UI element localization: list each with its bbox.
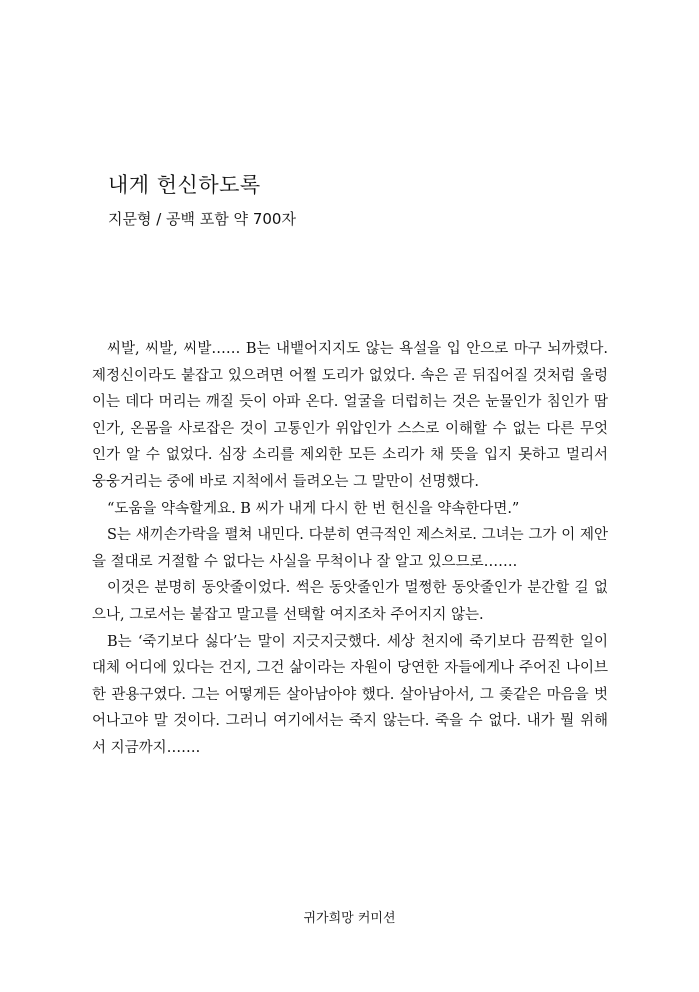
paragraph: S는 새끼손가락을 펼쳐 내민다. 다분히 연극적인 제스처로. 그녀는 그가 이 제안을 절대로 거절할 수 없다는 사실을 무척이나 잘 알고 있으므로…….: [92, 527, 608, 570]
paragraph: “도움을 약속할게요. B 씨가 내게 다시 한 번 헌신을 약속한다면.”: [107, 500, 520, 517]
page-footer: 귀가희망 커미션: [303, 911, 396, 926]
body-text: [92, 336, 608, 762]
paragraph: 씨발, 씨발, 씨발…… B는 내뱉어지지도 않는 욕설을 입 안으로 마구 뇌까렸다. 제정신이라도 붙잡고 있으려면 어쩔 도리가 없었다. 속은 곧 뒤집어질 것처럼 울렁이는 데다 머리는 깨질 듯이 아파 온다. 얼굴을 더럽히는 것은 눈물인가 침인가 땀인가, 온몸을 사로잡은 것이 고통인가 위압인가 스스로 이해할 수 없는 다른 무엇인가 알 수 없었다. 심장 소리를 제외한 모든 소리가 채 뜻을 입지 못하고 멀리서 웅웅거리는 중에 바로 지척에서 들려오는 그 말만이 선명했다.: [92, 341, 608, 490]
document-header: [108, 170, 296, 230]
paragraph: 이것은 분명히 동앗줄이었다. 썩은 동앗줄인가 멀쩡한 동앗줄인가 분간할 길 없으나, 그로서는 붙잡고 말고를 선택할 여지조차 주어지지 않는.: [92, 580, 608, 623]
document-subtitle: 지문형 / 공백 포함 약 700자: [108, 210, 296, 228]
document-title: 내게 헌신하도록: [108, 173, 261, 197]
paragraph: B는 ‘죽기보다 싫다’는 말이 지긋지긋했다. 세상 천지에 죽기보다 끔찍한 일이 대체 어디에 있다는 건지, 그건 삶이라는 자원이 당연한 자들에게나 주어진 나이브한 관용구였다. 그는 어떻게든 살아남아야 했다. 살아남아서, 그 좆같은 마음을 벗어나고야 말 것이다. 그러니 여기에서는 죽지 않는다. 죽을 수 없다. 내가 뭘 위해서 지금까지…….: [92, 633, 608, 756]
